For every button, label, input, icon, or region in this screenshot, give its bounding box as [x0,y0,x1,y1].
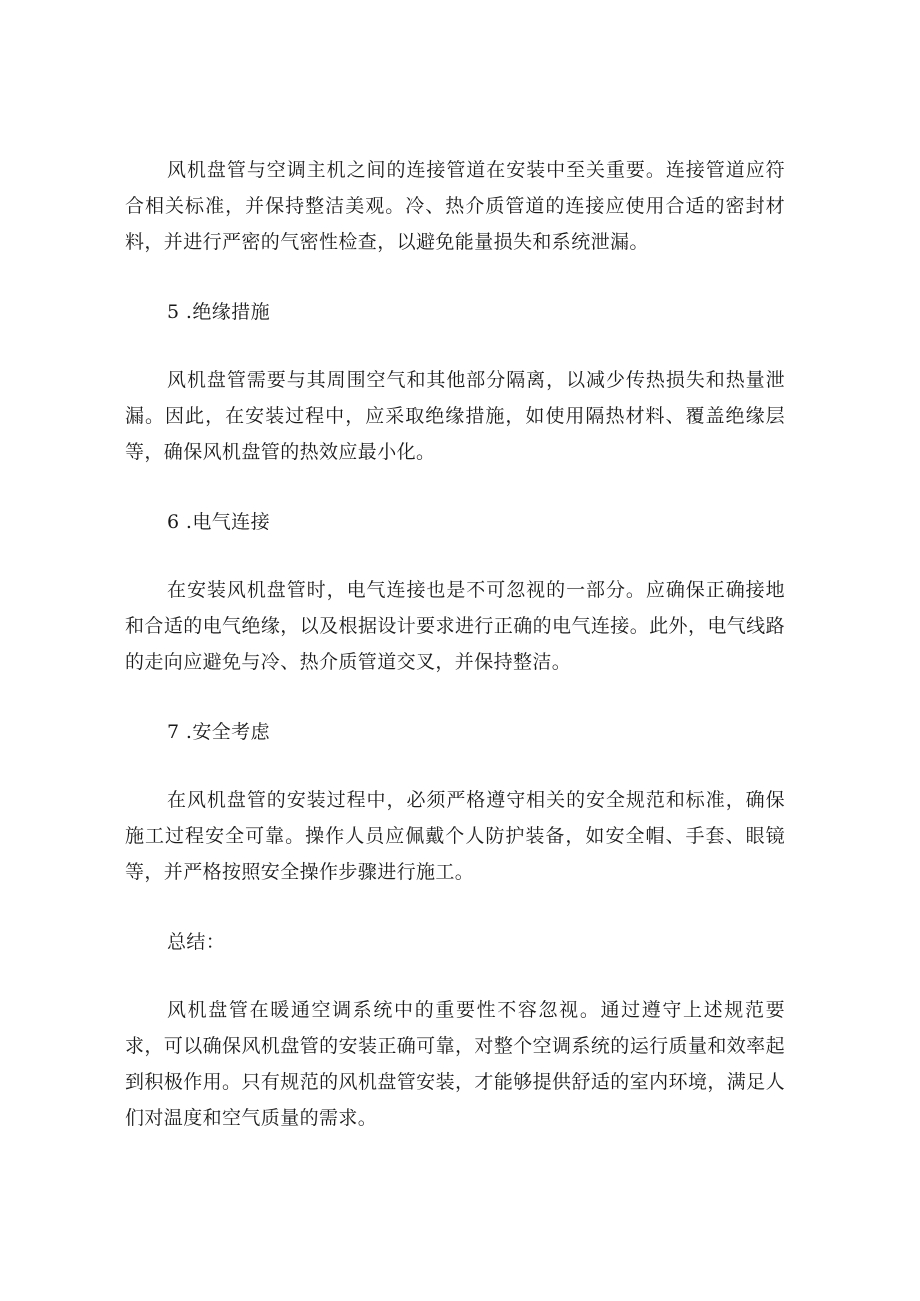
heading-insulation: 5 .绝缘措施 [167,301,270,323]
document-body [125,152,785,1136]
paragraph-summary: 风机盘管在暖通空调系统中的重要性不容忽视。通过遵守上述规范要求，可以确保风机盘管的安装正确可靠，对整个空调系统的运行质量和效率起到积极作用。只有规范的风机盘管安装，才能够提供舒适的室内环境，满足人们对温度和空气质量的需求。 [125,999,785,1129]
heading-summary: 总结： [167,931,226,953]
heading-safety: 7 .安全考虑 [167,721,270,743]
paragraph-safety: 在风机盘管的安装过程中，必须严格遵守相关的安全规范和标准，确保施工过程安全可靠。操作人员应佩戴个人防护装备，如安全帽、手套、眼镜等，并严格按照安全操作步骤进行施工。 [125,789,785,883]
paragraph-connection-pipes: 风机盘管与空调主机之间的连接管道在安装中至关重要。连接管道应符合相关标准，并保持整洁美观。冷、热介质管道的连接应使用合适的密封材料，并进行严密的气密性检查，以避免能量损失和系统泄漏。 [125,159,785,253]
paragraph-insulation: 风机盘管需要与其周围空气和其他部分隔离，以减少传热损失和热量泄漏。因此，在安装过程中，应采取绝缘措施，如使用隔热材料、覆盖绝缘层等，确保风机盘管的热效应最小化。 [125,369,785,463]
heading-electrical: 6 .电气连接 [167,511,270,533]
paragraph-electrical: 在安装风机盘管时，电气连接也是不可忽视的一部分。应确保正确接地和合适的电气绝缘，以及根据设计要求进行正确的电气连接。此外，电气线路的走向应避免与冷、热介质管道交叉，并保持整洁。 [125,579,785,673]
